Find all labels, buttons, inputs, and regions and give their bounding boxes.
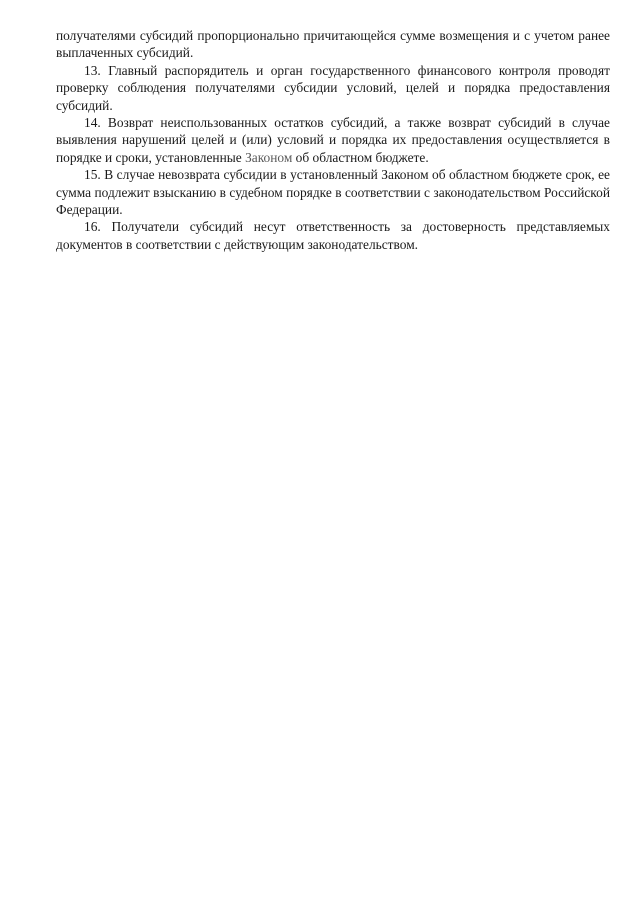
paragraph-14: [56, 114, 610, 166]
paragraph-16: 16. Получатели субсидий несут ответственность за достоверность представляемых документов в соответствии с действующим законодательством.: [56, 219, 610, 252]
paragraph-13: 13. Главный распорядитель и орган государственного финансового контроля проводят проверку соблюдения получателями субсидии условий, целей и порядка предоставления субсидий.: [56, 62, 610, 113]
paragraph-14-text-before: 14. Возврат неиспользованных остатков субсидий, а также возврат субсидий в случае выявления нарушений целей и (или) условий и порядка их предоставления осуществляется в порядке и сроки, установленные: [56, 115, 610, 165]
paragraph-14-text-after: об областном бюджете.: [292, 149, 429, 165]
paragraph-15: 15. В случае невозврата субсидии в установленный Законом об областном бюджете срок, ее сумма подлежит взысканию в судебном порядке в соответствии с законодательством Российской Федерации.: [56, 167, 610, 218]
paragraph-continuation: получателями субсидий пропорционально причитающейся сумме возмещения и с учетом ранее выплаченных субсидий.: [56, 28, 610, 61]
law-link[interactable]: Законом: [245, 149, 293, 165]
document-body: [56, 27, 610, 253]
